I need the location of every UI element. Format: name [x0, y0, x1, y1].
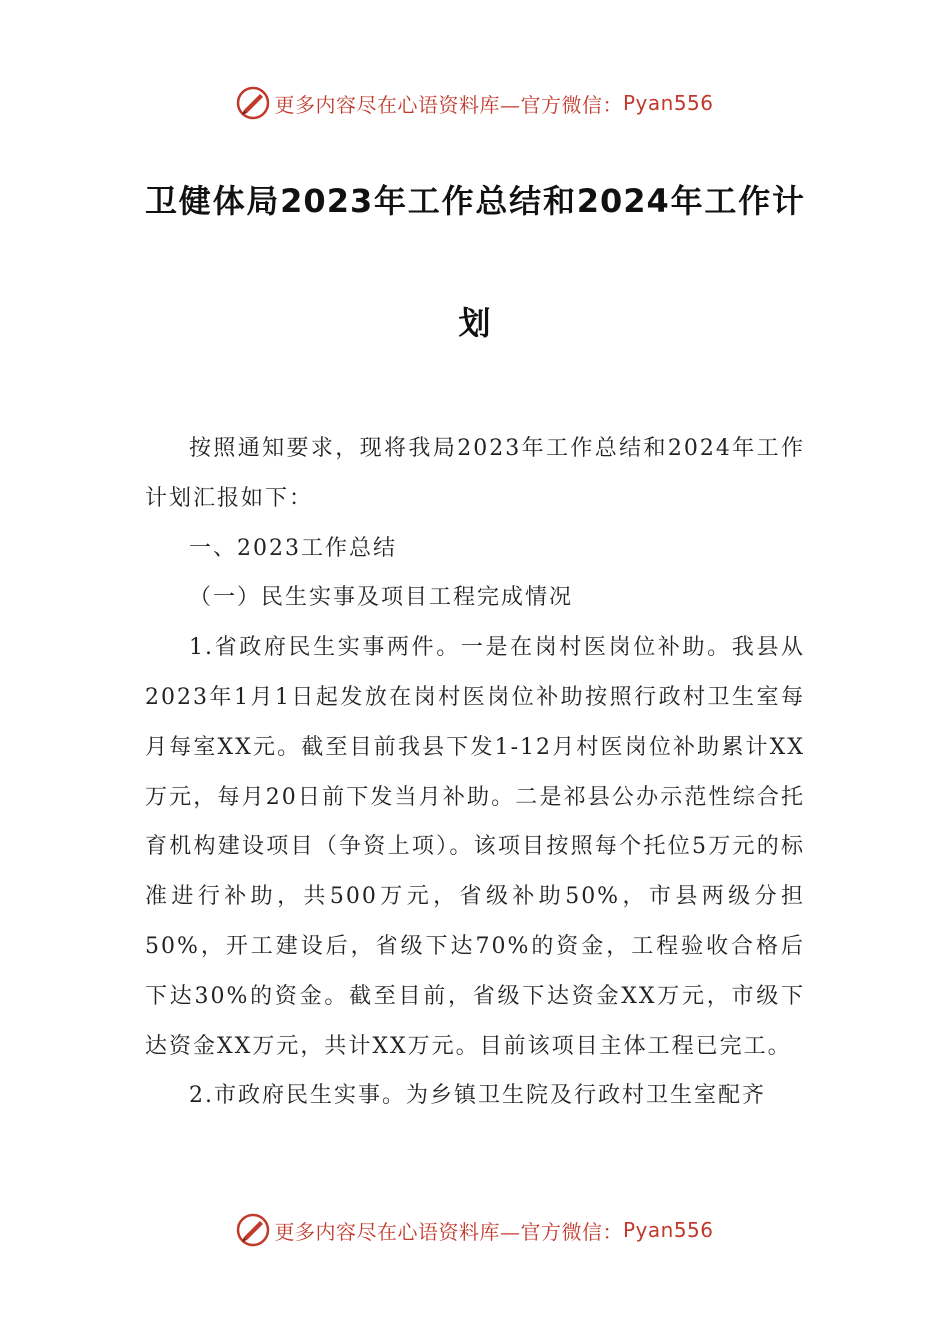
section-heading: 一、2023工作总结	[189, 535, 397, 561]
footer-watermark	[0, 1213, 950, 1247]
document-title-line-1: 卫健体局2023年工作总结和2024年工作计	[145, 182, 805, 220]
body-paragraph: 1.省政府民生实事两件。一是在岗村医岗位补助。我县从2023年1月1日起发放在岗村医岗位补助按照行政村卫生室每月每室XX元。截至目前我县下发1-12月村医岗位补助累计XX万元，每月20日前下发当月补助。二是祁县公办示范性综合托育机构建设项目（争资上项）。该项目按照每个托位5万元的标准进行补助，共500万元，省级补助50%，市县两级分担50%，开工建设后，省级下达70%的资金，工程验收合格后下达30%的资金。截至目前，省级下达资金XX万元，市级下达资金XX万元，共计XX万元。目前该项目主体工程已完工。	[145, 635, 805, 1059]
watermark-text: 更多内容尽在心语资料库—官方微信：	[274, 92, 623, 117]
watermark-wechat-id: Pyan556	[622, 91, 714, 115]
body-paragraph: 2.市政府民生实事。为乡镇卫生院及行政村卫生室配齐	[189, 1083, 766, 1109]
document-title-line-2: 划	[458, 304, 492, 342]
document-body	[145, 424, 805, 1121]
header-watermark	[0, 86, 950, 120]
subsection-heading: （一）民生实事及项目工程完成情况	[189, 585, 574, 611]
pen-logo-icon	[236, 1213, 270, 1247]
intro-paragraph: 按照通知要求，现将我局2023年工作总结和2024年工作计划汇报如下：	[145, 436, 805, 511]
watermark-text: 更多内容尽在心语资料库—官方微信：	[274, 1219, 623, 1244]
watermark-wechat-id: Pyan556	[622, 1218, 714, 1242]
pen-logo-icon	[236, 86, 270, 120]
